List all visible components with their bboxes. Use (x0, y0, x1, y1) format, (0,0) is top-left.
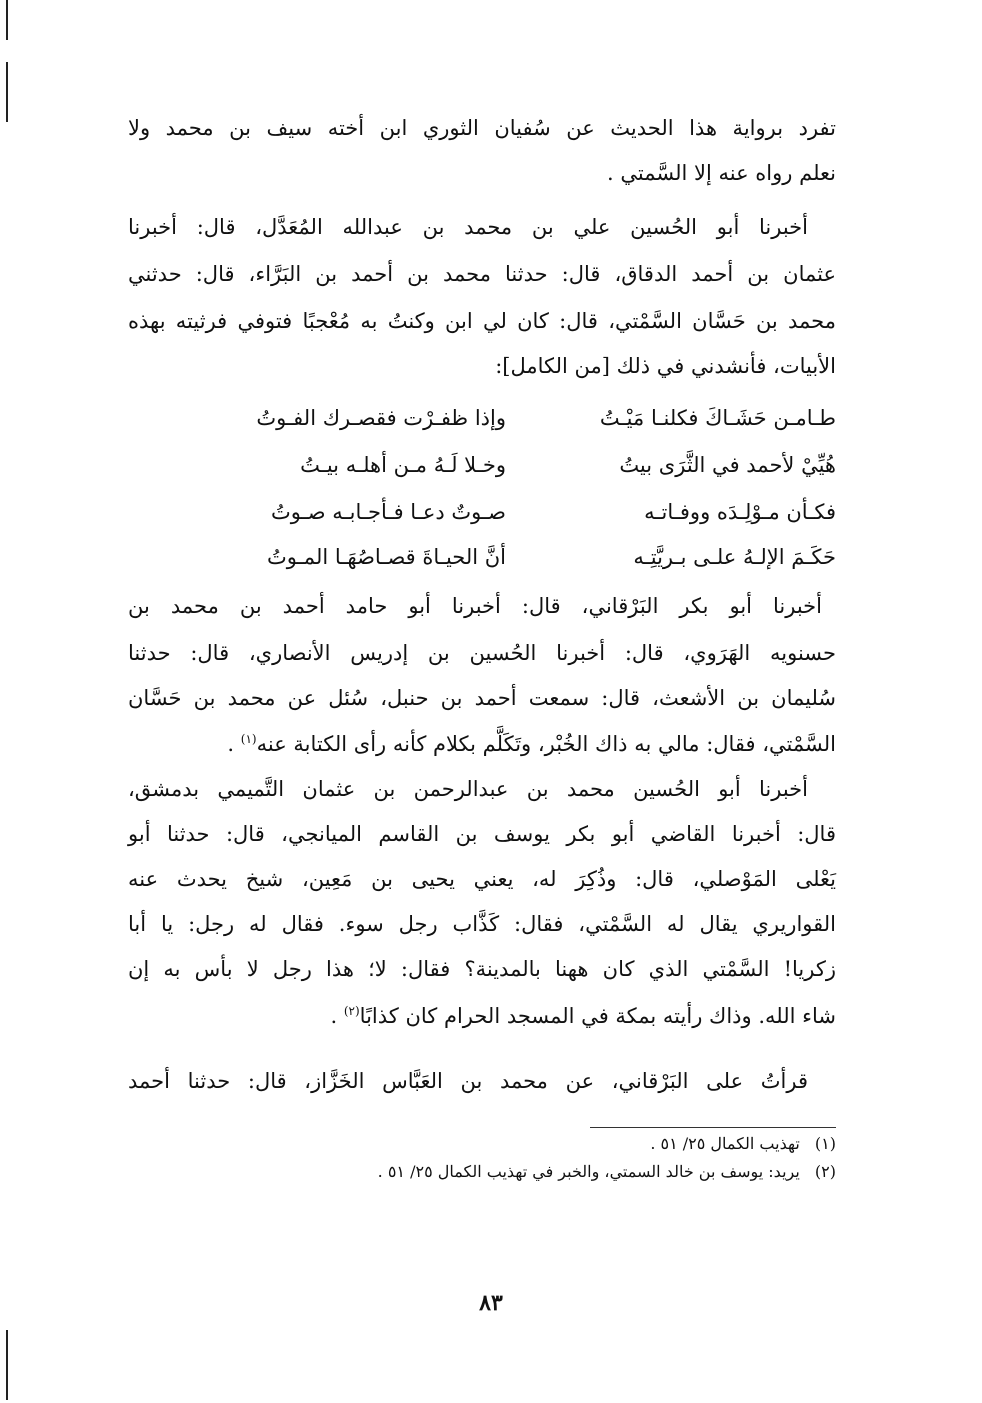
scan-edge-mark-bottom (6, 1330, 8, 1400)
verse-hemistich-right: هُيِّيْ لأحمد في الثَّرَى بيتُ (619, 453, 836, 477)
paragraph-line: يَعْلى المَوْصلي، قال: وذُكِرَ له، يعني يحيى بن مَعِين، شيخ يحدث عنه (128, 867, 836, 891)
paragraph-line: زكريا! السَّمْتي الذي كان ههنا بالمدينة؟ فقال: لا؛ هذا رجل لا بأس به إن (128, 957, 836, 981)
paragraph-line: أخبرنا أبو الحُسين علي بن محمد بن عبدالله المُعَدَّل، قال: أخبرنا (128, 215, 808, 239)
scan-edge-mark-top (6, 0, 8, 40)
footnote-2 (236, 1162, 836, 1181)
footnote-1 (236, 1134, 836, 1153)
paragraph-line: سُليمان بن الأشعث، قال: سمعت أحمد بن حنبل، سُئل عن محمد بن حَسَّان (128, 686, 836, 710)
paragraph-line: تفرد برواية هذا الحديث عن سُفيان الثوري ابن أخته سيف بن محمد ولا (128, 116, 836, 140)
paragraph-5 (128, 1071, 836, 1111)
sentence-period: . (227, 732, 235, 756)
paragraph-3 (128, 596, 836, 766)
sentence-period: . (330, 1004, 338, 1028)
paragraph-line (128, 1005, 836, 1045)
verse-hemistich-right: حَكَـمَ الإلـهُ علـى بـريَّتِـه (633, 545, 836, 569)
verse-hemistich-right: فكـأن مـوْلِـدَه ووفـاتـه (644, 500, 836, 524)
scan-edge-mark-middle (6, 62, 8, 122)
paragraph-line: عثمان بن أحمد الدقاق، قال: حدثنا محمد بن أحمد بن البَرَّاء، قال: حدثني (128, 262, 836, 286)
paragraph-1 (128, 118, 836, 198)
footnote-text: يريد: يوسف بن خالد السمتي، والخبر في تهذيب الكمال ٢٥/ ٥١ . (377, 1162, 800, 1181)
paragraph-line: نعلم رواه عنه إلا السَّمتي . (607, 161, 836, 185)
verse-hemistich-left: وخـلا لَـهُ مـن أهلـه بيـتُ (300, 453, 506, 477)
verse-hemistich-left: أنَّ الحيـاةَ قصـاصُهَـا المـوتُ (267, 545, 506, 569)
page-number: ٨٣ (479, 1290, 503, 1316)
footnote-ref-2: (٢) (343, 1004, 360, 1018)
paragraph-line-text: السَّمْتي، فقال: مالي به ذاك الخُبْر، وتَكَلَّم بكلام كأنه رأى الكتابة عنه (256, 732, 836, 756)
verse-hemistich-left: وإذا ظفـرْت فقصـرك الفـوتُ (256, 406, 506, 430)
footnote-ref-1: (١) (240, 732, 257, 746)
footnote-separator (590, 1127, 836, 1128)
paragraph-line (128, 733, 836, 773)
paragraph-line: حسنويه الهَرَوي، قال: أخبرنا الحُسين بن إدريس الأنصاري، قال: حدثنا (128, 641, 836, 665)
verse-hemistich-left: صـوتٌ دعـا فـأجـابـه صـوتُ (270, 500, 506, 524)
paragraph-line: قرأتُ على البَرْقاني، عن محمد بن العَبَّاس الخَزَّاز، قال: حدثنا أحمد (128, 1069, 808, 1093)
paragraph-line: أخبرنا أبو بكر البَرْقاني، قال: أخبرنا أبو حامد أحمد بن محمد بن (128, 594, 822, 618)
paragraph-line: القواريري يقال له السَّمْتي، فقال: كَذَّاب رجل سوء. فقال له رجل: يا أبا (128, 912, 836, 936)
paragraph-2 (128, 217, 836, 377)
paragraph-line-text: شاء الله. وذاك رأيته بمكة في المسجد الحرام كان كذابًا (359, 1004, 836, 1028)
verse-hemistich-right: طـامـن حَشَـاكَ فكلنـا مَيْـتُ (599, 406, 836, 430)
paragraph-line: محمد بن حَسَّان السَّمْتي، قال: كان لي ابن وكنتُ به مُعْجبًا فتوفي فرثيته بهذه (128, 309, 836, 333)
footnote-number: (١) (814, 1134, 836, 1153)
paragraph-4 (128, 779, 836, 1059)
paragraph-line: قال: أخبرنا القاضي أبو بكر يوسف بن القاسم الميانجي، قال: حدثنا أبو (128, 822, 836, 846)
footnote-number: (٢) (814, 1162, 836, 1181)
paragraph-line: أخبرنا أبو الحُسين محمد بن عبدالرحمن بن عثمان التَّميمي بدمشق، (128, 777, 808, 801)
footnote-text: تهذيب الكمال ٢٥/ ٥١ . (650, 1134, 800, 1153)
paragraph-line: الأبيات، فأنشدني في ذلك [من الكامل]: (495, 354, 836, 378)
